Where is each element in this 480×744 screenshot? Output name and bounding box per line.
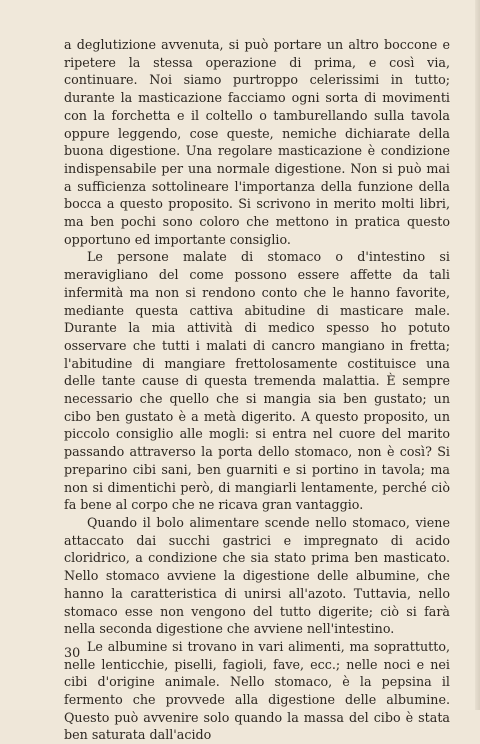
paragraph-1: a deglutizione avvenuta, si può portare un altro boccone e ripetere la stessa operazione di prima, e così via, continuare. Noi siamo purtroppo celerissimi in tutto; durante la masticazione facciamo ogni sorta di movimenti con la forchetta e il coltello o tamburellando sulla tavola oppure leggendo, cose queste, nemiche dichiarate della buona digestione. Una regolare masticazione è condizione indispensabile per una normale digestione. Non si può mai a sufficienza sottolineare l'importanza della funzione della bocca a questo proposito. Si scrivono in merito molti libri, ma ben pochi sono coloro che mettono in pratica questo opportuno ed importante consiglio. (64, 37, 450, 247)
page-edge-shadow (475, 0, 480, 710)
body-text (64, 36, 450, 744)
paragraph-3: Quando il bolo alimentare scende nello stomaco, viene attaccato dai succhi gastrici e impregnato di acido cloridrico, a condizione che sia stato prima ben masticato. Nello stomaco avviene la digestione delle albumine, che hanno la caratteristica di unirsi all'azoto. Tuttavia, nello stomaco esse non vengono del tutto digerite; ciò si farà nella seconda digestione che avviene nell'intestino. (64, 514, 450, 637)
paragraph-2: Le persone malate di stomaco o d'intestino si meravigliano del come possono essere affette da tali infermità ma non si rendono conto che le hanno favorite, mediante questa cattiva abitudine di masticare male. Durante la mia attività di medico spesso ho potuto osservare che tutti i malati di cancro mangiano in fretta; l'abitudine di mangiare frettolosamente costituisce una delle tante cause di questa tremenda malattia. È sempre necessario che quello che si mangia sia ben gustato; un cibo ben gustato è a metà digerito. A questo proposito, un piccolo consiglio alle mogli: si entra nel cuore del marito passando attraverso la porta dello stomaco, non è così? Si preparino cibi sani, ben guarniti e si portino in tavola; ma non si dimentichi però, di mangiarli lentamente, perché ciò fa bene al corpo che ne ricava gran vantaggio. (64, 249, 450, 513)
paragraph-4: Le albumine si trovano in vari alimenti, ma soprattutto, nelle lenticchie, piselli, fagioli, fave, ecc.; nelle noci e nei cibi d'origine animale. Nello stomaco, è la pepsina il fermento che provvede alla digestione delle albumine. Questo può avvenire solo quando la massa del cibo è stata ben saturata dall'acido (64, 638, 450, 743)
page-number: 30 (64, 645, 81, 660)
